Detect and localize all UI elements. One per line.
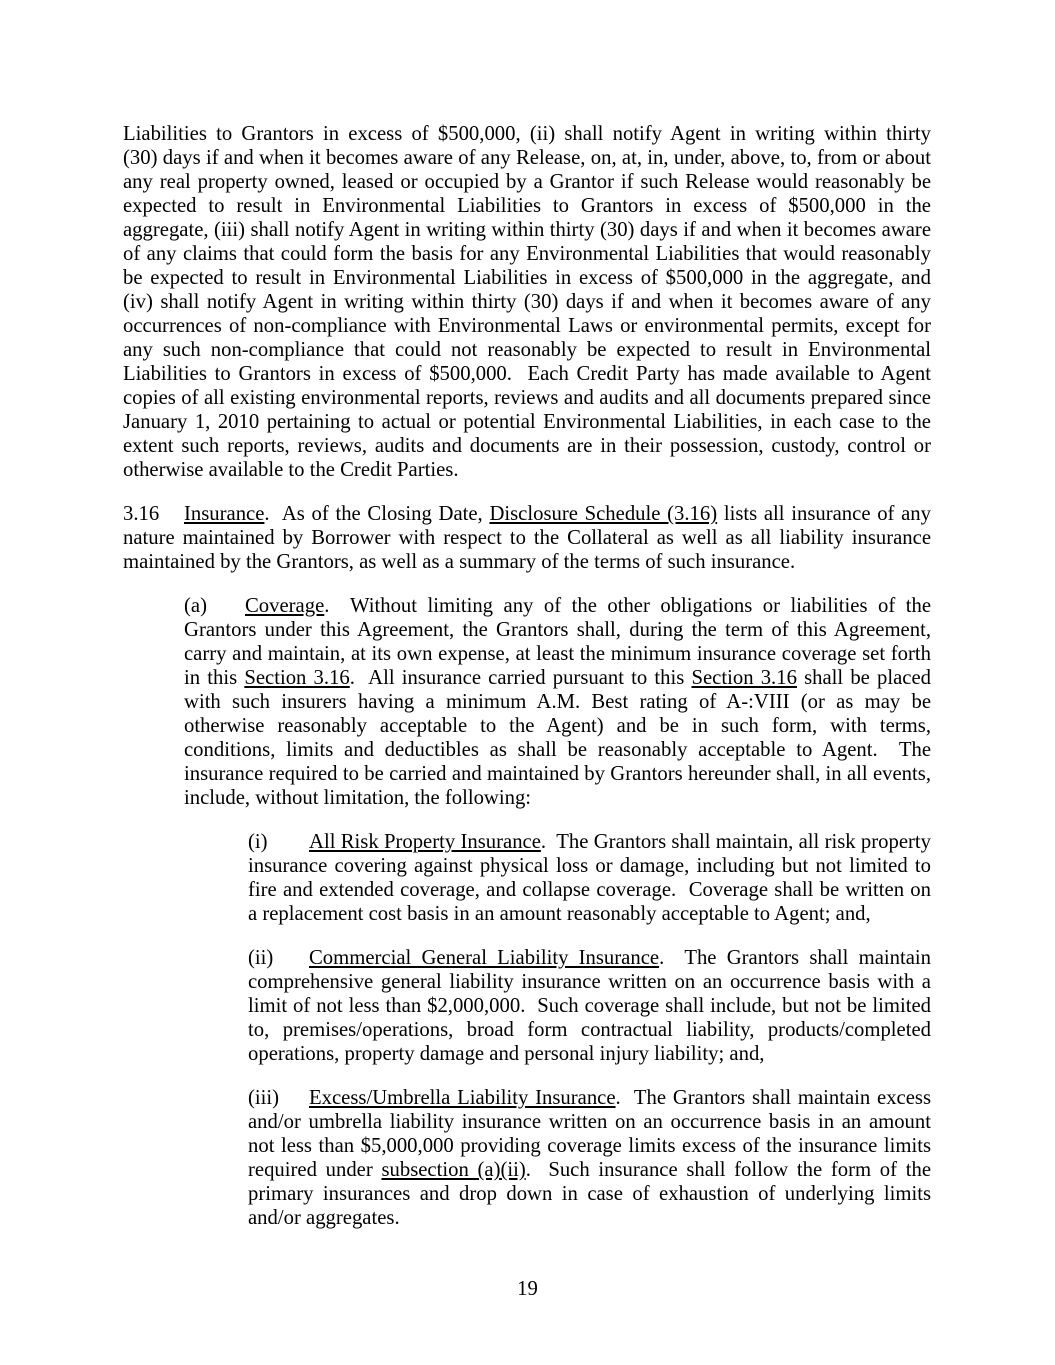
paragraph-section-3-16-insurance [123,502,931,574]
ref-section-3-16: Section 3.16 [244,667,350,689]
paragraph-subsection-a-coverage [184,594,931,810]
ref-section-3-16: Section 3.16 [691,667,797,689]
ref-disclosure-schedule: Disclosure Schedule (3.16) [489,503,718,525]
item-heading-excess-umbrella-liability-insurance: Excess/Umbrella Liability Insurance [309,1087,616,1109]
text-segment: . The Grantors shall maintain, all risk property insurance covering against physical loss or damage, including but not limited to fire and extended coverage, and collapse coverage. Coverage shall be written on a replacement cost basis in an amount reasonably acceptable to Agent; and, [248,831,931,925]
text-segment: . Without limiting any of the other obligations or liabilities of the Grantors under this Agreement, the Grantors shall, during the term of this Agreement, carry and maintain, at its own expense, at least the minimum insurance coverage set forth in this [184,595,931,689]
text-segment: . The Grantors shall maintain excess and/or umbrella liability insurance written on an occurrence basis in an amount not less than $5,000,000 providing coverage limits excess of the insurance limits required under [248,1087,932,1181]
paragraph-item-ii-commercial-general-liability [248,946,931,1066]
text-segment: . The Grantors shall maintain comprehensive general liability insurance written on an occurrence basis with a limit of not less than $2,000,000. Such coverage shall include, but not be limited to, premises/operations, broad form contractual liability, products/completed operations, property damage and personal injury liability; and, [248,947,931,1065]
item-heading-all-risk-property-insurance: All Risk Property Insurance [309,831,541,853]
item-numeral: (ii) [248,947,274,969]
subsection-letter: (a) [184,595,207,617]
page-number: 19 [517,1278,538,1300]
text-segment: . All insurance carried pursuant to this [349,667,692,689]
subsection-heading-coverage: Coverage [245,595,325,617]
text-segment: lists all insurance of any nature maintained by Borrower with respect to the Collateral as well as all liability insurance maintained by the Grantors, as well as a summary of the terms of such insurance. [123,503,931,573]
section-number: 3.16 [123,503,160,525]
text-segment: . Such insurance shall follow the form of the primary insurances and drop down in case of exhaustion of underlying limits and/or aggregates. [248,1159,931,1229]
section-heading-insurance: Insurance [184,503,265,525]
paragraph-item-iii-excess-umbrella-liability [248,1086,931,1230]
text-segment: shall be placed with such insurers having a minimum A.M. Best rating of A-:VIII (or as may be otherwise reasonably acceptable to the Agent) and be in such form, with terms, conditions, limits and deductibles as shall be reasonably acceptable to Agent. The insurance required to be carried and maintained by Grantors hereunder shall, in all events, include, without limitation, the following: [184,667,932,809]
item-numeral: (i) [248,831,268,853]
text-segment: . As of the Closing Date, [264,503,490,525]
item-heading-commercial-general-liability-insurance: Commercial General Liability Insurance [309,947,660,969]
page-body [123,122,931,1250]
paragraph-environmental-liabilities: Liabilities to Grantors in excess of $500,000, (ii) shall notify Agent in writing within thirty (30) days if and when it becomes aware of any Release, on, at, in, under, above, to, from or about any real property owned, leased or occupied by a Grantor if such Release would reasonably be expected to result in Environmental Liabilities to Grantors in excess of $500,000 in the aggregate, (iii) shall notify Agent in writing within thirty (30) days if and when it becomes aware of any claims that could form the basis for any Environmental Liabilities that would reasonably be expected to result in Environmental Liabilities in excess of $500,000 in the aggregate, and (iv) shall notify Agent in writing within thirty (30) days if and when it becomes aware of any occurrences of non-compliance with Environmental Laws or environmental permits, except for any such non-compliance that could not reasonably be expected to result in Environmental Liabilities to Grantors in excess of $500,000. Each Credit Party has made available to Agent copies of all existing environmental reports, reviews and audits and all documents prepared since January 1, 2010 pertaining to actual or potential Environmental Liabilities, in each case to the extent such reports, reviews, audits and documents are in their possession, custody, control or otherwise available to the Credit Parties. [123,123,931,481]
item-numeral: (iii) [248,1087,280,1109]
paragraph-item-i-all-risk-property [248,830,931,926]
ref-subsection-a-ii: subsection (a)(ii) [381,1159,526,1181]
